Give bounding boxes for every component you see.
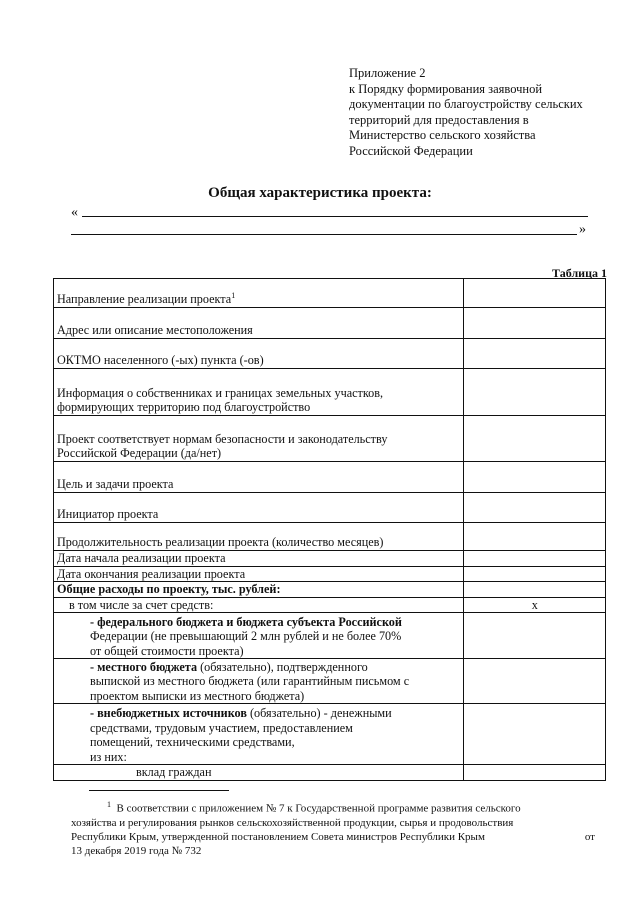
footnote: $^1$ В соответствии с приложением № 7 к Государственной программе развития сельского хозяйства и регулирования рынков сельскохозяйственной продукции, сырья и продовольствия Республики Крым, утвержденной постановлением Совета министров Республики Крым от 13 декабря 2019 года № 732 <box>71 800 595 857</box>
appendix-line: Министерство сельского хозяйства <box>349 128 536 143</box>
table-caption: Таблица 1 <box>552 266 607 280</box>
table-row <box>54 597 606 613</box>
row-value-cell[interactable] <box>464 369 606 416</box>
appendix-line: Российской Федерации <box>349 143 473 158</box>
row-label: Дата начала реализации проекта <box>54 551 464 567</box>
table-row <box>54 369 606 416</box>
row-label: - федерального бюджета и бюджета субъекта Российской Федерации (не превышающий 2 млн рублей и не более 70% от общей стоимости проекта) <box>54 613 464 659</box>
table-row <box>54 523 606 551</box>
appendix-line: Приложение 2 <box>349 66 426 80</box>
footnote-separator <box>89 790 229 791</box>
row-label: вклад граждан <box>54 765 464 781</box>
row-value-cell[interactable] <box>464 493 606 523</box>
row-label: ОКТМО населенного (-ых) пункта (-ов) <box>54 339 464 369</box>
footnote-mark: 1 <box>107 800 111 809</box>
table-row <box>54 493 606 523</box>
project-name-line-2 <box>71 234 577 235</box>
row-label: Дата окончания реализации проекта <box>54 566 464 582</box>
table-row <box>54 339 606 369</box>
row-label: Инициатор проекта <box>54 493 464 523</box>
table-row <box>54 279 606 308</box>
row-label: - местного бюджета (обязательно), подтвержденного выпиской из местного бюджета (или гарантийным письмом с проектом выписки из местного бюджета) <box>54 659 464 704</box>
project-table <box>53 278 606 781</box>
row-value-cell[interactable] <box>464 566 606 582</box>
row-value-cell[interactable] <box>464 613 606 659</box>
table-row <box>54 416 606 462</box>
row-value-cell[interactable] <box>464 339 606 369</box>
appendix-header <box>349 66 619 160</box>
project-name-line-1 <box>82 216 588 217</box>
footnote-mark: 1 <box>231 291 236 301</box>
row-value-cell[interactable] <box>464 659 606 704</box>
table-row <box>54 582 606 598</box>
table-row <box>54 704 606 765</box>
appendix-line: документации по благоустройству сельских <box>349 97 583 112</box>
appendix-line: территорий для предоставления в <box>349 112 529 127</box>
row-label: Продолжительность реализации проекта (количество месяцев) <box>54 523 464 551</box>
row-label: Общие расходы по проекту, тыс. рублей: <box>54 582 464 598</box>
quote-close: » <box>579 222 586 237</box>
table-row <box>54 566 606 582</box>
row-value-cell[interactable] <box>464 551 606 567</box>
quote-open: « <box>71 205 78 220</box>
row-label: Информация о собственниках и границах земельных участков, формирующих территорию под благоустройство <box>54 369 464 416</box>
row-label: Направление реализации проекта$^1$ <box>54 279 464 308</box>
row-label: в том числе за счет средств: <box>54 597 464 613</box>
row-value-cell[interactable] <box>464 704 606 765</box>
row-label: Цель и задачи проекта <box>54 462 464 493</box>
table-row <box>54 613 606 659</box>
row-label: - внебюджетных источников (обязательно) - денежными средствами, трудовым участием, предоставлением помещений, техническими средствами, из них: <box>54 704 464 765</box>
row-value-cell[interactable] <box>464 416 606 462</box>
document-title: Общая характеристика проекта: <box>208 185 432 201</box>
row-value-cell[interactable] <box>464 462 606 493</box>
row-label: Проект соответствует нормам безопасности и законодательству Российской Федерации (да/нет) <box>54 416 464 462</box>
table-row <box>54 765 606 781</box>
row-value-cell[interactable] <box>464 765 606 781</box>
row-value-cell[interactable] <box>464 582 606 598</box>
row-label: Адрес или описание местоположения <box>54 308 464 339</box>
row-value-cell[interactable] <box>464 279 606 308</box>
row-value-cell[interactable] <box>464 523 606 551</box>
appendix-line: к Порядку формирования заявочной <box>349 81 543 96</box>
table-row <box>54 308 606 339</box>
table-row <box>54 462 606 493</box>
table-row <box>54 659 606 704</box>
row-value-cell[interactable] <box>464 308 606 339</box>
row-value-cell: x <box>464 597 606 613</box>
table-row <box>54 551 606 567</box>
